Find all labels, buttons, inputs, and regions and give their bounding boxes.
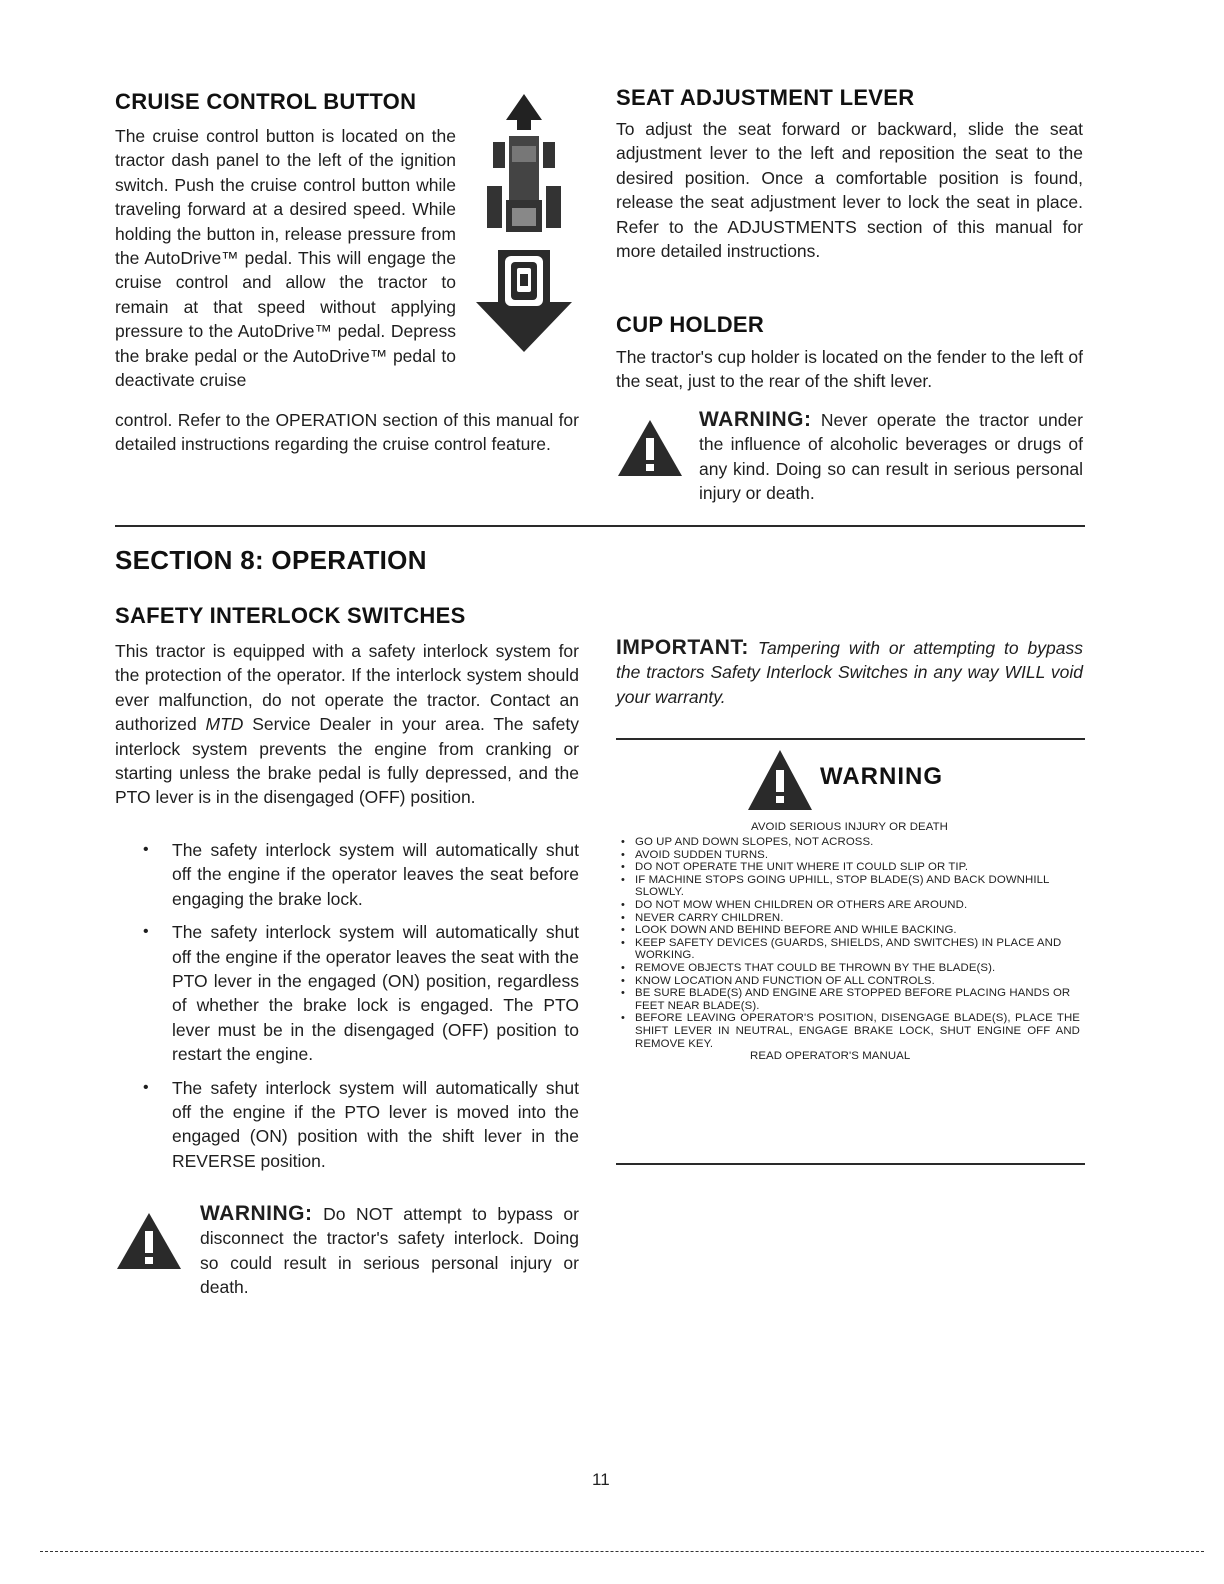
page-bottom-edge <box>40 1551 1204 1552</box>
section-title: SECTION 8: OPERATION <box>115 545 427 575</box>
important-text: Tampering with or attempting to bypass the tractors Safety Interlock Switches in any way WILL void your warranty. <box>616 638 1083 707</box>
interlock-bullets <box>143 838 579 1173</box>
warning-box-title: WARNING <box>820 763 943 790</box>
warning-box-item: • IF MACHINE STOPS GOING UPHILL, STOP BLADE(S) AND BACK DOWNHILL SLOWLY. <box>620 874 1080 899</box>
cup-text: The tractor's cup holder is located on the fender to the left of the seat, just to the rear of the shift lever. <box>616 347 1083 392</box>
seat-text: To adjust the seat forward or backward, slide the seat adjustment lever to the left and reposition the seat to the desired position. Once a comfortable position is found, release the seat adjustment lever to lock the seat in place. Refer to the ADJUSTMENTS section of this manual for more detailed instructions. <box>616 119 1083 262</box>
warning-box-footer: READ OPERATOR'S MANUAL <box>750 1050 911 1063</box>
warning-box-item: • KNOW LOCATION AND FUNCTION OF ALL CONTROLS. <box>620 975 1080 988</box>
warning-alcohol <box>699 408 1083 506</box>
warning-box-item: • NEVER CARRY CHILDREN. <box>620 912 1080 925</box>
warning-box-item: • KEEP SAFETY DEVICES (GUARDS, SHIELDS, AND SWITCHES) IN PLACE AND WORKING. <box>620 937 1080 962</box>
warning-alcohol-text: Never operate the tractor under the influence of alcoholic beverages or drugs of any kind. Doing so can result in serious personal injury or death. <box>699 410 1083 504</box>
important-note <box>616 636 1083 709</box>
interlock-intro <box>115 639 579 810</box>
warning-box-item: • DO NOT MOW WHEN CHILDREN OR OTHERS ARE AROUND. <box>620 899 1080 912</box>
warning-box-bottom-rule <box>616 1163 1085 1165</box>
warning-alcohol-label: WARNING: <box>699 408 812 431</box>
cruise-heading: CRUISE CONTROL BUTTON <box>115 89 417 114</box>
section-divider <box>115 525 1085 527</box>
warning-box-item: • DO NOT OPERATE THE UNIT WHERE IT COULD SLIP OR TIP. <box>620 861 1080 874</box>
seat-heading: SEAT ADJUSTMENT LEVER <box>616 85 915 110</box>
interlock-heading: SAFETY INTERLOCK SWITCHES <box>115 603 466 628</box>
cruise-text-wrapped: The cruise control button is located on the tractor dash panel to the left of the ignition switch. Push the cruise control button while traveling forward at a desired speed. While holding the button in, release pressure from the AutoDrive™ pedal. This will engage the cruise control and allow the tractor to remain at that speed without applying pressure to the AutoDrive™ pedal. Depress the brake pedal or the AutoDrive™ pedal to deactivate cruise <box>115 126 456 391</box>
warning-box-item: • LOOK DOWN AND BEHIND BEFORE AND WHILE BACKING. <box>620 924 1080 937</box>
cup-heading: CUP HOLDER <box>616 312 765 337</box>
warning-box-item: • REMOVE OBJECTS THAT COULD BE THROWN BY THE BLADE(S). <box>620 962 1080 975</box>
safety-alert-triangle-icon <box>746 748 814 812</box>
cruise-control-tractor-icon <box>472 90 576 355</box>
warning-bypass <box>200 1202 579 1300</box>
important-label: IMPORTANT: <box>616 636 749 659</box>
interlock-intro-part1: This tractor is equipped with a safety interlock system for the protection of the operator. If the interlock system should ever malfunction, do not operate the tractor. Contact an authorized <box>115 641 579 735</box>
warning-box-subtitle: AVOID SERIOUS INJURY OR DEATH <box>751 821 948 833</box>
cruise-text-full: control. Refer to the OPERATION section of this manual for detailed instructions regarding the cruise control feature. <box>115 410 579 455</box>
warning-box-top-rule <box>616 738 1085 740</box>
safety-alert-triangle-icon <box>115 1211 183 1271</box>
warning-box-list <box>620 836 1080 1063</box>
warning-bypass-label: WARNING: <box>200 1202 313 1225</box>
safety-alert-triangle-icon <box>616 418 684 478</box>
page-number: 11 <box>592 1470 610 1489</box>
interlock-bullet: • The safety interlock system will automatically shut off the engine if the PTO lever is moved into the engaged (ON) position with the shift lever in the REVERSE position. <box>143 1076 579 1174</box>
interlock-bullet: • The safety interlock system will automatically shut off the engine if the operator leaves the seat before engaging the brake lock. <box>143 838 579 911</box>
warning-bypass-text: Do NOT attempt to bypass or disconnect the tractor's safety interlock. Doing so could result in serious personal injury or death. <box>200 1204 579 1298</box>
warning-box-item: • BE SURE BLADE(S) AND ENGINE ARE STOPPED BEFORE PLACING HANDS OR FEET NEAR BLADE(S). <box>620 987 1080 1012</box>
interlock-intro-part2: Service Dealer in your area. The safety interlock system prevents the engine from cranking or starting unless the brake pedal is fully depressed, and the PTO lever is in the disengaged (OFF) position. <box>115 714 579 808</box>
warning-box-item: • GO UP AND DOWN SLOPES, NOT ACROSS. <box>620 836 1080 849</box>
warning-box-item: • AVOID SUDDEN TURNS. <box>620 849 1080 862</box>
interlock-bullet: • The safety interlock system will automatically shut off the engine if the operator leaves the seat with the PTO lever in the engaged (ON) position, regardless of whether the brake lock is engaged. The PTO lever must be in the disengaged (OFF) position to restart the engine. <box>143 920 579 1066</box>
interlock-intro-mtd: MTD <box>205 714 244 735</box>
warning-box-item: • BEFORE LEAVING OPERATOR'S POSITION, DISENGAGE BLADE(S), PLACE THE SHIFT LEVER IN NEUTRAL, ENGAGE BRAKE LOCK, SHUT ENGINE OFF AND REMOVE KEY. <box>620 1012 1080 1050</box>
